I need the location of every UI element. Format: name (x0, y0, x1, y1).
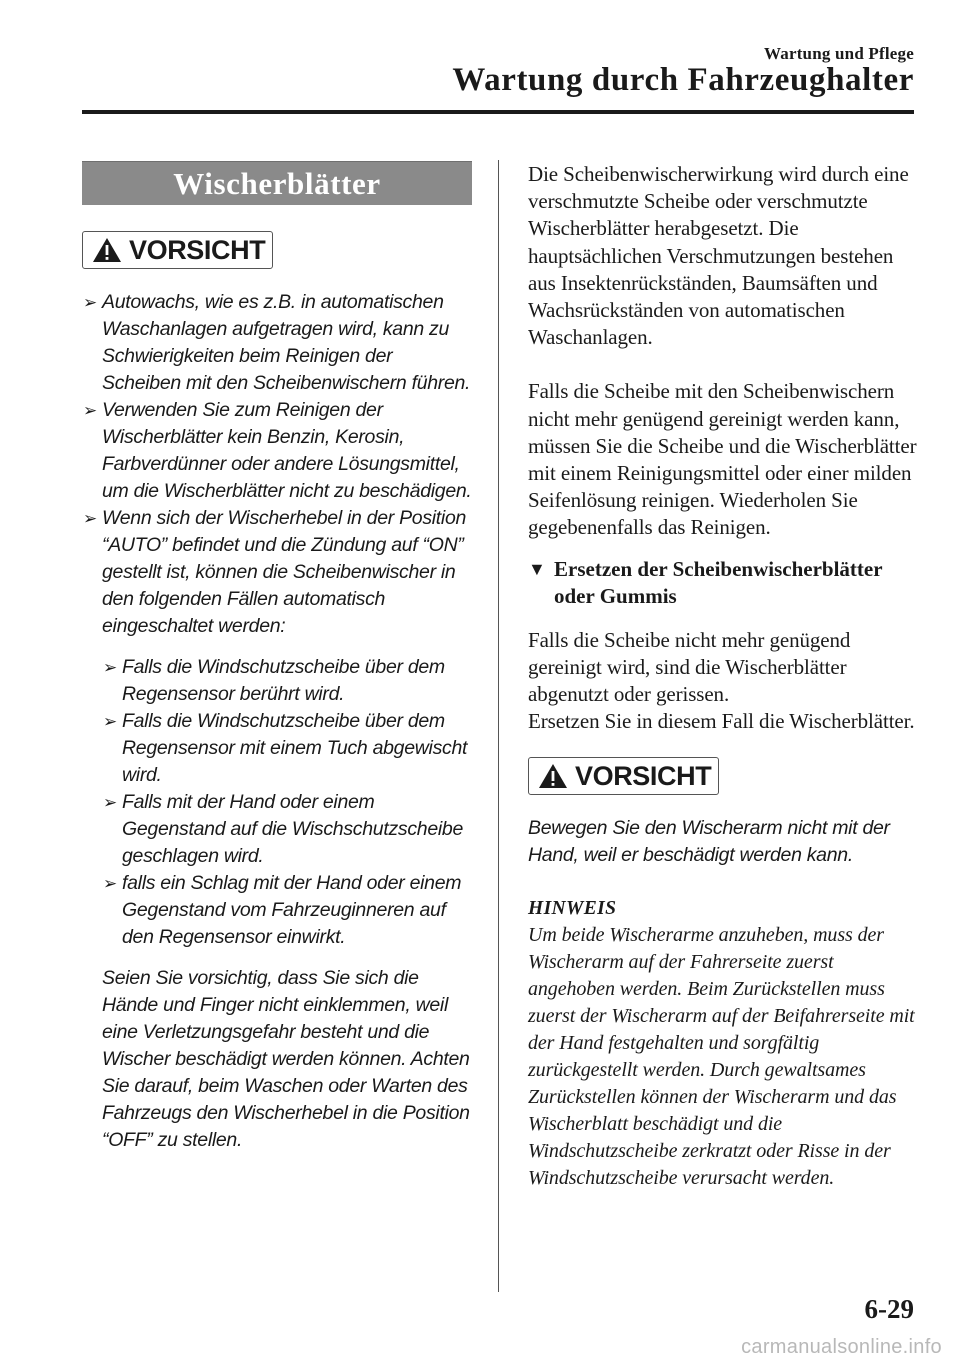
arrow-bullet-icon: ➢ (83, 509, 97, 528)
paragraph-replace-blades: Ersetzen Sie in diesem Fall die Wischerblätter. (528, 709, 915, 734)
arrow-bullet-icon: ➢ (103, 712, 117, 731)
caution-sub-bullet: ➢ Falls mit der Hand oder einem Gegenstand auf die Wischschutzscheibe geschlagen wird. (103, 791, 464, 867)
paragraph-intro: Die Scheibenwischerwirkung wird durch eine verschmutzte Scheibe oder verschmutzte Wischerblätter herabgesetzt. Die hauptsächlichen Verschmutzungen bestehen aus Insektenrückständen, Baumsäften und Wachsrückständen von automatischen Waschanlagen. (528, 162, 909, 350)
watermark: carmanualsonline.info (741, 1336, 942, 1358)
arrow-bullet-icon: ➢ (83, 293, 97, 312)
caution-sub-list (102, 654, 472, 951)
caution-label: VORSICHT (575, 760, 712, 791)
arrow-bullet-icon: ➢ (83, 401, 97, 420)
column-divider (498, 160, 499, 1292)
arrow-bullet-icon: ➢ (103, 874, 117, 893)
triangle-down-icon: ▼ (528, 558, 546, 579)
caution-sub-bullet: ➢ Falls die Windschutzscheibe über dem Regensensor berührt wird. (103, 656, 445, 705)
caution-badge (82, 231, 273, 269)
caution-badge (528, 757, 719, 795)
page-number: 6-29 (864, 1294, 914, 1324)
caution-box-wrap (528, 757, 920, 795)
section-title: Wischerblätter (82, 161, 472, 205)
paragraph-worn-blades: Falls die Scheibe nicht mehr genügend gereinigt wird, sind die Wischerblätter abgenutzt oder gerissen. (528, 627, 851, 707)
warning-triangle-icon (92, 237, 122, 263)
caution-closing-paragraph: Seien Sie vorsichtig, dass Sie sich die Hände und Finger nicht einklemmen, weil eine Verletzungsgefahr besteht und die Wischer beschädigt werden können. Achten Sie darauf, beim Waschen oder Warten des Fahrzeugs den Wischerhebel in die Position “OFF” zu stellen. (102, 967, 470, 1151)
caution-sub-bullet: ➢ falls ein Schlag mit der Hand oder einem Gegenstand vom Fahrzeuginneren auf den Regensensor einwirkt. (103, 872, 462, 948)
caution-bullet: ➢ Wenn sich der Wischerhebel in der Position “AUTO” befindet und die Zündung auf “ON” gestellt ist, können die Scheibenwischer in den folgenden Fällen automatisch eingeschaltet werden: (83, 507, 467, 637)
caution-content (82, 289, 472, 1154)
caution-label: VORSICHT (129, 234, 266, 265)
arrow-bullet-icon: ➢ (103, 658, 117, 677)
caution-bullet: ➢ Autowachs, wie es z.B. in automatischen Waschanlagen aufgetragen wird, kann zu Schwierigkeiten beim Reinigen der Scheiben mit den Scheibenwischern führen. (83, 291, 471, 394)
page-header-title: Wartung durch Fahrzeughalter (452, 62, 914, 98)
note-text: Um beide Wischerarme anzuheben, muss der Wischerarm auf der Fahrerseite zuerst angehoben werden. Beim Zurückstellen muss zuerst der Wischerarm auf der Beifahrerseite mit der Hand festgehalten und sorgfältig zurückgestellt werden. Durch gewaltsames Zurückstellen können der Wischerarm und das Wischerblatt beschädigt und die Windschutzscheibe zerkratzt oder Risse in der Windschutzscheibe verursacht werden. (528, 924, 915, 1190)
caution-arm-text: Bewegen Sie den Wischerarm nicht mit der Hand, weil er beschädigt werden kann. (528, 817, 890, 867)
caution-sub-bullet: ➢ Falls die Windschutzscheibe über dem Regensensor mit einem Tuch abgewischt wird. (103, 710, 468, 786)
arrow-bullet-icon: ➢ (103, 793, 117, 812)
chapter-label: Wartung und Pflege (763, 44, 914, 63)
caution-box-wrap (82, 231, 472, 269)
left-column (82, 161, 472, 1154)
paragraph-cleaning: Falls die Scheibe mit den Scheibenwischern nicht mehr genügend gereinigt werden kann, müssen Sie die Scheibe und die Wischerblätter mit einem Reinigungsmittel oder einer milden Seifenlösung reinigen. Wiederholen Sie gegebenenfalls das Reinigen. (528, 379, 917, 540)
right-column (528, 161, 920, 1192)
note-title: HINWEIS (528, 898, 617, 920)
warning-triangle-icon (538, 763, 568, 789)
subheading-replace-wipers: ▼ Ersetzen der Scheibenwischerblätter oder Gummis (528, 556, 883, 609)
caution-bullet: ➢ Verwenden Sie zum Reinigen der Wischerblätter kein Benzin, Kerosin, Farbverdünner oder andere Lösungsmittel, um die Wischerblätter nicht zu beschädigen. (83, 399, 472, 502)
header-rule (82, 110, 914, 114)
